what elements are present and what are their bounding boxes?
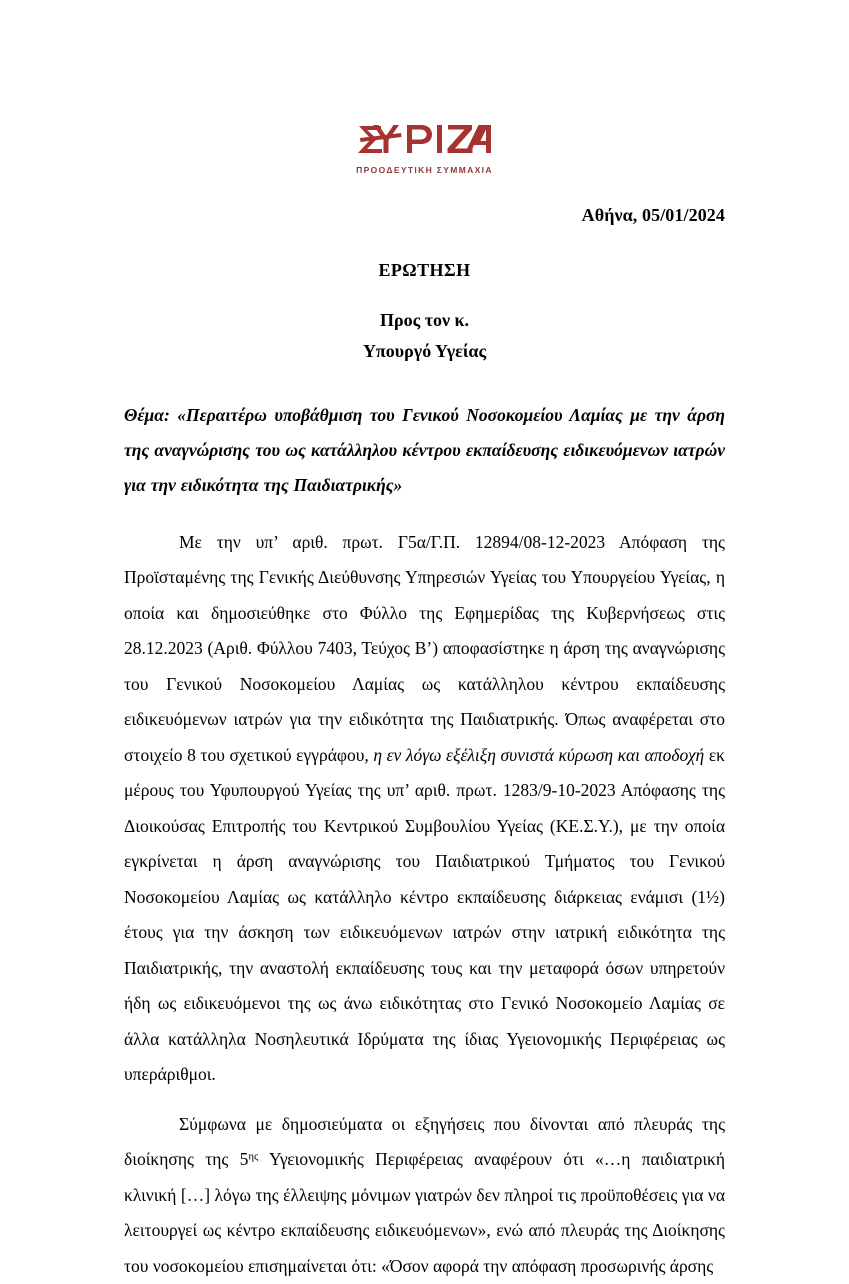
ordinal-superscript: ης bbox=[248, 1151, 258, 1163]
syriza-wordmark-icon bbox=[355, 118, 495, 160]
paragraph-2-part-1: Σύμφωνα με δημοσιεύματα οι εξηγήσεις που δίνονται από πλευράς της διοίκησης της 5 bbox=[124, 1114, 725, 1170]
body-paragraph-1 bbox=[124, 525, 725, 1093]
syriza-logo-subtitle: ΠΡΟΟΔΕΥΤΙΚΗ ΣΥΜΜΑΧΙΑ bbox=[356, 166, 493, 175]
paragraph-2-part-2: Υγειονομικής Περιφέρειας αναφέρουν ότι «…η παιδιατρική κλινική […] λόγω της έλλειψης μόνιμων γιατρών δεν πληροί τις προϋποθέσεις για να λειτουργεί ως κέντρο εκπαίδευσης ειδικευόμενων», ενώ από πλευράς της Διοίκησης του νοσοκομείου επισημαίνεται ότι: «Όσον αφορά την απόφαση προσωρινής άρσης bbox=[124, 1149, 725, 1276]
paragraph-1-emphasis: η εν λόγω εξέλιξη συνιστά κύρωση και αποδοχή bbox=[373, 745, 708, 765]
page-title: ΕΡΩΤΗΣΗ bbox=[0, 260, 849, 281]
letterhead bbox=[0, 0, 849, 175]
addressee-block bbox=[0, 305, 849, 368]
paragraph-1-part-1: Με την υπ’ αριθ. πρωτ. Γ5α/Γ.Π. 12894/08-12-2023 Απόφαση της Προϊσταμένης της Γενικής Διεύθυνσης Υπηρεσιών Υγείας του Υπουργείου Υγείας, η οποία και δημοσιεύθηκε στο Φύλλο της Εφημερίδας της Κυβερνήσεως στις 28.12.2023 (Αριθ. Φύλλου 7403, Τεύχος Β’) αποφασίστηκε η άρση της αναγνώρισης του Γενικού Νοσοκομείου Λαμίας ως κατάλληλου κέντρου εκπαίδευσης ειδικευόμενων ιατρών για την ειδικότητα της Παιδιατρικής. Όπως αναφέρεται στο στοιχείο 8 του σχετικού εγγράφου, bbox=[124, 532, 725, 765]
addressee-line-1: Προς τον κ. bbox=[0, 305, 849, 337]
document-body bbox=[124, 503, 725, 1284]
addressee-line-2: Υπουργό Υγείας bbox=[0, 336, 849, 368]
syriza-logo bbox=[355, 118, 495, 175]
body-paragraph-2 bbox=[124, 1107, 725, 1284]
paragraph-1-part-2: εκ μέρους του Υφυπουργού Υγείας της υπ’ αριθ. πρωτ. 1283/9-10-2023 Απόφασης της Διοικούσας Επιτροπής του Κεντρικού Συμβουλίου Υγείας (ΚΕ.Σ.Υ.), με την οποία εγκρίνεται η άρση αναγνώρισης του Παιδιατρικού Τμήματος του Γενικού Νοσοκομείου Λαμίας ως κατάλληλο κέντρο εκπαίδευσης διάρκειας ενάμισι (1½) έτους για την άσκηση των ειδικευόμενων ιατρών στην ιατρική ειδικότητα της Παιδιατρικής, την αναστολή εκπαίδευσης τους και την μεταφορά όσων υπηρετούν ήδη ως ειδικευόμενοι της ως άνω ειδικότητας στο Γενικό Νοσοκομείο Λαμίας σε άλλα κατάλληλα Νοσηλευτικά Ιδρύματα της ίδιας Υγειονομικής Περιφέρειας ως υπεράριθμοι. bbox=[124, 745, 725, 1085]
date-line: Αθήνα, 05/01/2024 bbox=[0, 205, 849, 226]
subject-line: Θέμα: «Περαιτέρω υποβάθμιση του Γενικού Νοσοκομείου Λαμίας με την άρση της αναγνώρισης του ως κατάλληλου κέντρου εκπαίδευσης ειδικευόμενων ιατρών για την ειδικότητα της Παιδιατρικής» bbox=[124, 398, 725, 503]
